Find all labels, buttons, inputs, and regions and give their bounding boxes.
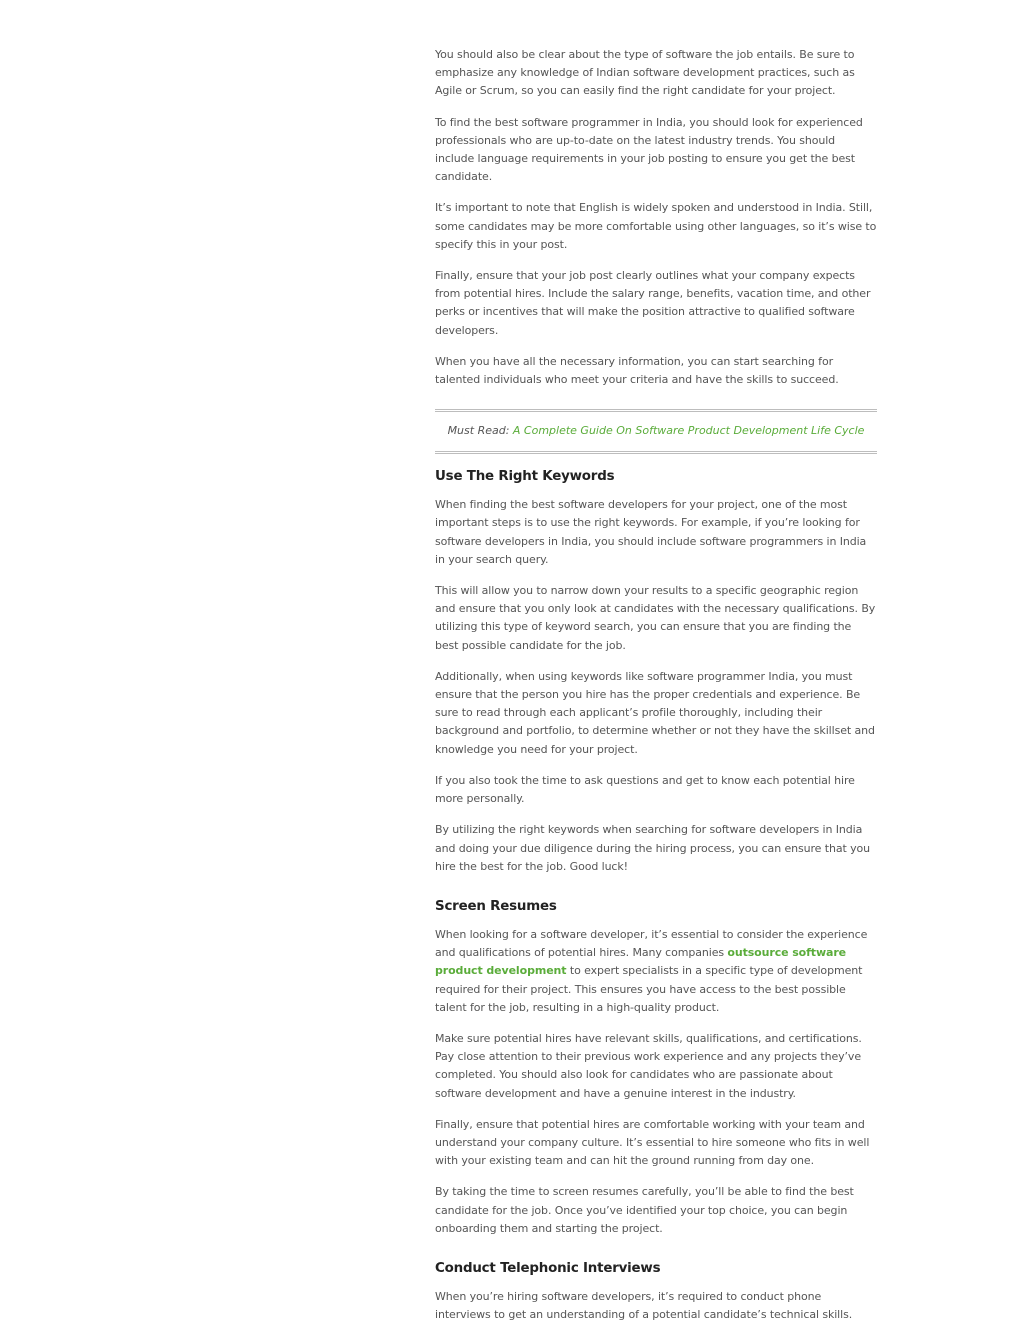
resumes-heading: Screen Resumes bbox=[435, 898, 557, 914]
keywords-paragraph-5: By utilizing the right keywords when searching for software developers in India and doing your due diligence during the hiring process, you can ensure that you hire the best for the job. Good luck! bbox=[435, 823, 870, 873]
interviews-paragraph-1: When you’re hiring software developers, it’s required to conduct phone interviews to get an understanding of a potential candidate’s technical skills. bbox=[435, 1289, 853, 1322]
resumes-paragraph-4: By taking the time to screen resumes carefully, you’ll be able to find the best candidate for the job. Once you’ve identified your top choice, you can begin onboarding them and starting the project. bbox=[435, 1185, 854, 1235]
intro-paragraph-1: You should also be clear about the type of software the job entails. Be sure to emphasize any knowledge of Indian software development practices, such as Agile or Scrum, so you can easily find the right candidate for your project. bbox=[435, 48, 855, 98]
resumes-paragraph-3: Finally, ensure that potential hires are comfortable working with your team and understand your company culture. It’s essential to hire someone who fits in well with your existing team and can hit the ground running from day one. bbox=[435, 1117, 870, 1168]
intro-paragraph-2: To find the best software programmer in India, you should look for experienced professionals who are up-to-date on the latest industry trends. You should include language requirements in your job posting to ensure you get the best candidate. bbox=[435, 115, 863, 184]
intro-paragraph-3: It’s important to note that English is widely spoken and understood in India. Still, some candidates may be more comfortable using other languages, so it’s wise to specify this in your post. bbox=[435, 201, 877, 251]
keywords-paragraph-3: Additionally, when using keywords like software programmer India, you must ensure that the person you hire has the proper credentials and experience. Be sure to read through each applicant’s profile thoroughly, including their background and portfolio, to determine whether or not they have the skillset and knowledge you need for your project. bbox=[435, 669, 875, 756]
keywords-paragraph-1: When finding the best software developers for your project, one of the most important steps is to use the right keywords. For example, if you’re looking for software developers in India, you should include software programmers in India in your search query. bbox=[435, 498, 867, 566]
intro-paragraph-5: When you have all the necessary information, you can start searching for talented individuals who meet your criteria and have the skills to succeed. bbox=[435, 354, 839, 387]
resumes-paragraph-2: Make sure potential hires have relevant skills, qualifications, and certifications. Pay close attention to their previous work experience and any projects they’ve completed. You should also look for candidates who are passionate about software development and have a genuine interest in the industry. bbox=[435, 1031, 862, 1100]
keywords-paragraph-4: If you also took the time to ask questions and get to know each potential hire more personally. bbox=[435, 773, 855, 806]
keywords-heading: Use The Right Keywords bbox=[435, 469, 615, 485]
resumes-paragraph-1-after: to expert specialists in a specific type of development required for their project. This ensures you have access to the best possible talent for the job, resulting in a high-quality product. bbox=[435, 964, 863, 1014]
interviews-heading: Conduct Telephonic Interviews bbox=[435, 1260, 661, 1276]
resumes-paragraph-1-before: When looking for a software developer, it’s essential to consider the experience and qualifications of potential hires. Many companies bbox=[435, 927, 868, 960]
resumes-paragraph-1 bbox=[435, 926, 877, 1017]
must-read-link[interactable]: A Complete Guide On Software Product Development Life Cycle bbox=[512, 424, 865, 438]
must-read-prefix: Must Read: bbox=[447, 424, 510, 438]
keywords-paragraph-2: This will allow you to narrow down your results to a specific geographic region and ensure that you only look at candidates with the necessary qualifications. By utilizing this type of keyword search, you can ensure that you are finding the best possible candidate for the job. bbox=[435, 584, 876, 652]
article-content bbox=[435, 46, 877, 1337]
intro-paragraph-4: Finally, ensure that your job post clearly outlines what your company expects from potential hires. Include the salary range, benefits, vacation time, and other perks or incentives that will make the position attractive to qualified software developers. bbox=[435, 269, 871, 337]
outsource-development-link[interactable]: outsource software product development bbox=[435, 946, 847, 978]
must-read-box bbox=[435, 409, 877, 454]
